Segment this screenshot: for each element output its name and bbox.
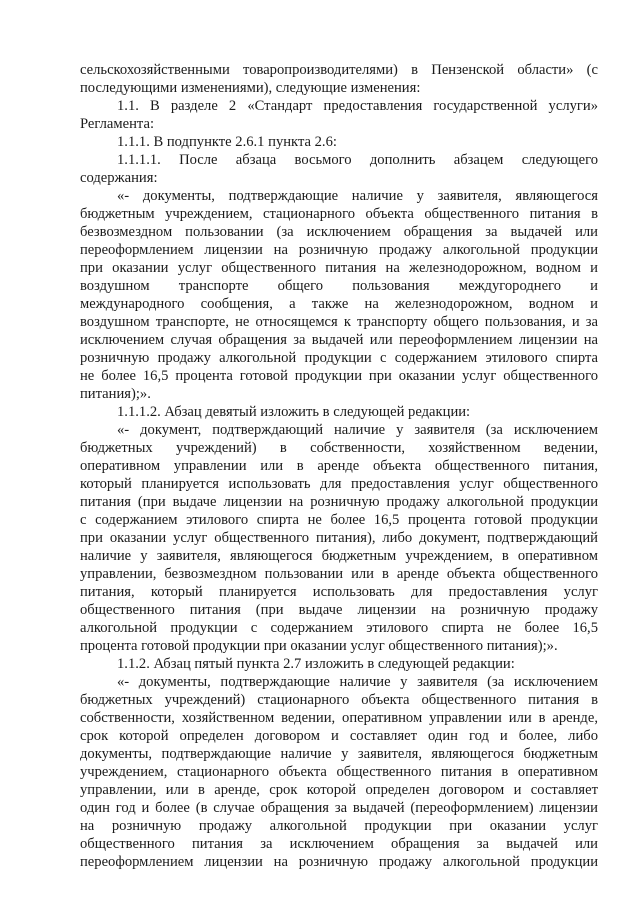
text-line: питания, который планируется использовать для предоставления услуг: [80, 584, 598, 600]
text-line: общественного питания за исключением обращения за выдачей или: [80, 836, 598, 852]
text-line: алкогольной продукции с содержанием этилового спирта не более 16,5: [80, 620, 598, 636]
text-line: безвозмездном пользовании (за исключением обращения за выдачей или: [80, 224, 598, 240]
text-line: процента готовой продукции при оказании услуг общественного питания);».: [80, 638, 558, 654]
text-line: Регламента:: [80, 116, 155, 132]
text-line: воздушном транспорте общего пользования междугороднего и: [80, 278, 598, 294]
text-line: 1.1.1. В подпункте 2.6.1 пункта 2.6:: [117, 134, 337, 150]
text-line: питания (при выдаче лицензии на розничную продажу алкогольной продукции: [80, 494, 598, 510]
text-line: «- документы, подтверждающие наличие у заявителя, являющегося: [117, 188, 598, 204]
text-line: международного сообщения, а также на железнодорожном, водном и: [80, 296, 598, 312]
text-line: не более 16,5 процента готовой продукции при оказании услуг общественного: [80, 368, 598, 384]
text-line: который планируется использовать для предоставления услуг общественного: [80, 476, 598, 492]
text-line: 1.1.1.1. После абзаца восьмого дополнить абзацем следующего: [117, 152, 598, 168]
text-line: 1.1. В разделе 2 «Стандарт предоставления государственной услуги»: [117, 98, 598, 114]
text-line: бюджетным учреждением, стационарного объекта общественного питания в: [80, 206, 598, 222]
text-line: воздушном транспорте, не относящемся к транспорту общего пользования, и за: [80, 314, 598, 330]
text-line: один год и более (в случае обращения за выдачей (переоформлением) лицензии: [80, 800, 598, 816]
text-line: бюджетных учреждений) в собственности, хозяйственном ведении,: [80, 440, 598, 456]
text-line: розничную продажу алкогольной продукции с содержанием этилового спирта: [80, 350, 598, 366]
text-line: общественного питания (при выдаче лицензии на розничную продажу: [80, 602, 598, 618]
text-line: управлении, безвозмездном пользовании или в аренде объекта общественного: [80, 566, 598, 582]
text-line: «- документ, подтверждающий наличие у заявителя (за исключением: [117, 422, 598, 438]
text-line: оперативном управлении или в аренде объекта общественного питания,: [80, 458, 598, 474]
text-line: переоформлением лицензии на розничную продажу алкогольной продукции: [80, 854, 598, 870]
text-line: «- документы, подтверждающие наличие у заявителя (за исключением: [117, 674, 598, 690]
text-line: учреждением, стационарного объекта общественного питания в оперативном: [80, 764, 598, 780]
text-line: собственности, хозяйственном ведении, оперативном управлении или в аренде,: [80, 710, 598, 726]
text-line: срок которой определен договором и составляет один год и более, либо: [80, 728, 598, 744]
text-line: управлении, или в аренде, срок которой определен договором и составляет: [80, 782, 598, 798]
text-line: сельскохозяйственными товаропроизводителями) в Пензенской области» (с: [80, 62, 598, 78]
text-line: переоформлением лицензии на розничную продажу алкогольной продукции: [80, 242, 598, 258]
text-line: на розничную продажу алкогольной продукции при оказании услуг: [80, 818, 598, 834]
text-line: последующими изменениями), следующие изменения:: [80, 80, 421, 96]
text-line: содержания:: [80, 170, 158, 186]
text-line: исключением случая обращения за выдачей или переоформлением лицензии на: [80, 332, 598, 348]
text-line: документы, подтверждающие наличие у заявителя, являющегося бюджетным: [80, 746, 598, 762]
text-line: при оказании услуг общественного питания на железнодорожном, водном и: [80, 260, 598, 276]
text-line: 1.1.2. Абзац пятый пункта 2.7 изложить в следующей редакции:: [117, 656, 515, 672]
text-line: при оказании услуг общественного питания), либо документ, подтверждающий: [80, 530, 598, 546]
text-line: питания);».: [80, 386, 151, 402]
text-line: бюджетных учреждений) стационарного объекта общественного питания в: [80, 692, 598, 708]
text-line: наличие у заявителя, являющегося бюджетным учреждением, в оперативном: [80, 548, 598, 564]
text-line: с содержанием этилового спирта не более 16,5 процента готовой продукции: [80, 512, 598, 528]
text-line: 1.1.1.2. Абзац девятый изложить в следующей редакции:: [117, 404, 471, 420]
